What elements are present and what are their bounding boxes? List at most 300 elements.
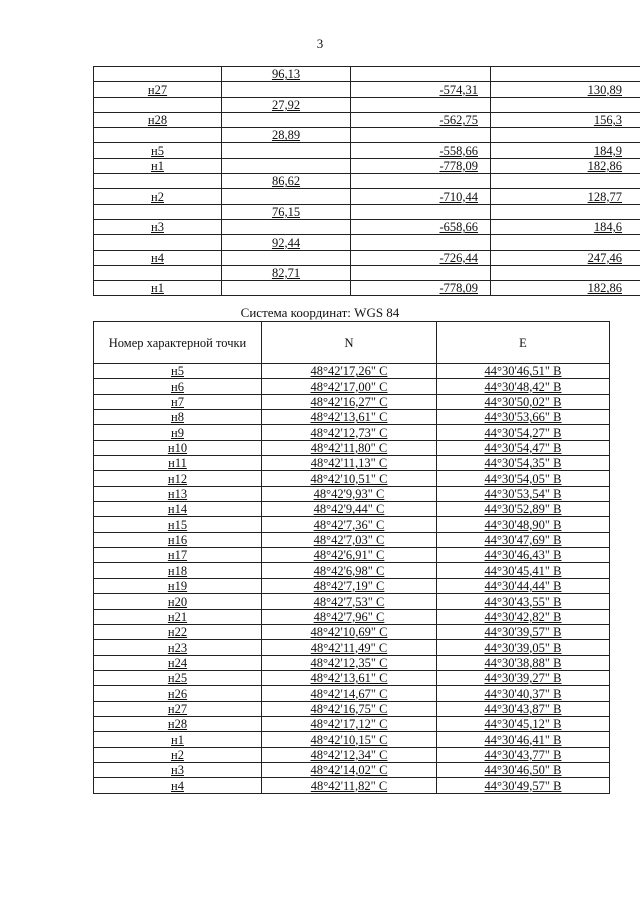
e-coordinate-cell (437, 548, 610, 563)
n-coordinate-cell-text: 48°42'17,26" С (310, 364, 388, 379)
y-cell (491, 174, 640, 189)
e-coordinate-cell-text: 44°30'45,41" В (484, 563, 562, 578)
point-number-cell-text: н9 (171, 425, 184, 440)
n-coordinate-cell (262, 471, 437, 486)
point-number-cell (94, 456, 262, 471)
point-cell (94, 235, 222, 250)
point-number-cell-text: н18 (167, 563, 188, 578)
e-coordinate-cell (437, 762, 610, 777)
point-number-cell-text: н23 (167, 640, 188, 655)
e-coordinate-cell-text: 44°30'47,69" В (484, 533, 562, 548)
e-coordinate-cell-text: 44°30'54,27" В (484, 425, 562, 440)
distance-cell (222, 128, 351, 143)
n-coordinate-cell-text: 48°42'6,91" С (313, 548, 385, 563)
point-cell (94, 82, 222, 97)
table-row (94, 143, 640, 158)
point-cell-text: н5 (151, 143, 164, 158)
table-row (94, 204, 640, 219)
table-row (94, 624, 610, 639)
distance-cell (222, 265, 351, 280)
n-coordinate-cell-text: 48°42'12,73" С (310, 425, 388, 440)
distance-cell (222, 250, 351, 265)
e-coordinate-cell-text: 44°30'46,43" В (484, 548, 562, 563)
table-row (94, 379, 610, 394)
point-number-cell-text: н10 (167, 441, 188, 456)
y-cell (491, 82, 640, 97)
x-cell (351, 250, 491, 265)
e-coordinate-cell-text: 44°30'39,57" В (484, 625, 562, 640)
x-cell-text: -658,66 (439, 220, 478, 235)
y-cell (491, 97, 640, 112)
point-number-cell-text: н20 (167, 594, 188, 609)
x-cell (351, 158, 491, 173)
n-coordinate-cell (262, 686, 437, 701)
x-cell (351, 265, 491, 280)
e-coordinate-cell-text: 44°30'38,88" В (484, 655, 562, 670)
distance-cell (222, 97, 351, 112)
x-cell (351, 189, 491, 204)
table-row (94, 609, 610, 624)
point-number-cell (94, 686, 262, 701)
point-cell (94, 189, 222, 204)
point-number-cell (94, 502, 262, 517)
n-coordinate-cell-text: 48°42'12,34" С (310, 747, 388, 762)
n-coordinate-cell-text: 48°42'7,03" С (313, 533, 385, 548)
e-coordinate-cell (437, 394, 610, 409)
distance-cell (222, 67, 351, 82)
point-cell-text: н27 (147, 82, 168, 97)
n-coordinate-cell (262, 609, 437, 624)
e-coordinate-cell (437, 517, 610, 532)
distance-cell (222, 174, 351, 189)
n-coordinate-cell (262, 716, 437, 731)
point-number-cell (94, 594, 262, 609)
point-number-cell (94, 640, 262, 655)
n-coordinate-cell (262, 594, 437, 609)
point-number-cell-text: н22 (167, 625, 188, 640)
e-coordinate-cell-text: 44°30'52,89" В (484, 502, 562, 517)
point-number-cell-text: н28 (167, 717, 188, 732)
x-cell (351, 235, 491, 250)
point-number-cell (94, 486, 262, 501)
e-coordinate-cell-text: 44°30'42,82" В (484, 609, 562, 624)
point-number-cell-text: н1 (171, 732, 184, 747)
distance-cell (222, 219, 351, 234)
point-number-cell-text: н25 (167, 671, 188, 686)
n-coordinate-cell-text: 48°42'16,75" С (310, 701, 388, 716)
e-coordinate-cell-text: 44°30'53,66" В (484, 410, 562, 425)
e-coordinate-cell (437, 640, 610, 655)
point-cell (94, 281, 222, 296)
distance-cell-text: 92,44 (271, 235, 301, 250)
table-row (94, 578, 610, 593)
n-coordinate-cell (262, 379, 437, 394)
point-number-cell (94, 701, 262, 716)
n-coordinate-cell (262, 486, 437, 501)
table-row (94, 410, 610, 425)
table-row (94, 82, 640, 97)
point-cell (94, 112, 222, 127)
e-coordinate-cell-text: 44°30'43,55" В (484, 594, 562, 609)
y-cell (491, 219, 640, 234)
x-cell-text: -558,66 (439, 143, 478, 158)
x-cell (351, 143, 491, 158)
distance-cell-text: 76,15 (271, 204, 301, 219)
table-row (94, 486, 610, 501)
x-cell-text: -726,44 (439, 250, 478, 265)
e-coordinate-cell-text: 44°30'46,50" В (484, 763, 562, 778)
distance-cell (222, 281, 351, 296)
point-cell (94, 143, 222, 158)
n-coordinate-cell (262, 425, 437, 440)
x-cell (351, 82, 491, 97)
point-number-cell-text: н24 (167, 655, 188, 670)
x-cell-text: -710,44 (439, 189, 478, 204)
point-number-cell-text: н5 (171, 364, 184, 379)
e-coordinate-cell (437, 594, 610, 609)
e-coordinate-cell (437, 778, 610, 793)
e-coordinate-cell-text: 44°30'43,77" В (484, 747, 562, 762)
n-coordinate-cell-text: 48°42'12,35" С (310, 655, 388, 670)
e-coordinate-cell-text: 44°30'46,51" В (484, 364, 562, 379)
e-coordinate-cell (437, 609, 610, 624)
e-coordinate-cell (437, 747, 610, 762)
n-coordinate-cell (262, 701, 437, 716)
y-cell-text: 182,86 (587, 159, 622, 174)
distance-cell-text: 28,89 (271, 128, 301, 143)
wgs84-coordinates-table (93, 321, 610, 794)
e-coordinate-cell-text: 44°30'50,02" В (484, 395, 562, 410)
distance-cell (222, 143, 351, 158)
n-coordinate-cell-text: 48°42'14,02" С (310, 763, 388, 778)
e-coordinate-cell-text: 44°30'43,87" В (484, 701, 562, 716)
x-cell-text: -574,31 (439, 82, 478, 97)
table-row (94, 670, 610, 685)
table-row (94, 456, 610, 471)
e-coordinate-cell-text: 44°30'48,90" В (484, 517, 562, 532)
e-coordinate-cell (437, 624, 610, 639)
n-coordinate-cell (262, 410, 437, 425)
distance-cell-text: 96,13 (271, 67, 301, 82)
table-row (94, 189, 640, 204)
n-coordinate-cell (262, 624, 437, 639)
n-coordinate-cell (262, 670, 437, 685)
point-number-cell-text: н8 (171, 410, 184, 425)
table-header-row (94, 322, 610, 364)
point-cell-text: н1 (151, 159, 164, 174)
e-coordinate-cell (437, 563, 610, 578)
point-cell-text: н3 (151, 220, 164, 235)
x-cell-text: -778,09 (439, 159, 478, 174)
n-coordinate-cell (262, 532, 437, 547)
x-cell (351, 97, 491, 112)
table-row (94, 265, 640, 280)
n-coordinate-cell (262, 440, 437, 455)
table-row (94, 250, 640, 265)
point-number-cell (94, 655, 262, 670)
x-cell (351, 112, 491, 127)
e-coordinate-cell (437, 578, 610, 593)
point-number-cell-text: н26 (167, 686, 188, 701)
point-cell (94, 128, 222, 143)
point-cell (94, 219, 222, 234)
y-cell-text: 156,3 (593, 113, 622, 128)
header-point-number: Номер характерной точки (94, 322, 262, 364)
point-number-cell-text: н6 (171, 379, 184, 394)
n-coordinate-cell-text: 48°42'13,61" С (310, 671, 388, 686)
n-coordinate-cell (262, 364, 437, 379)
n-coordinate-cell (262, 655, 437, 670)
table-row (94, 517, 610, 532)
e-coordinate-cell (437, 456, 610, 471)
e-coordinate-cell-text: 44°30'39,05" В (484, 640, 562, 655)
e-coordinate-cell-text: 44°30'44,44" В (484, 579, 562, 594)
y-cell (491, 265, 640, 280)
distance-cell-text: 82,71 (271, 266, 301, 281)
point-number-cell (94, 471, 262, 486)
point-number-cell-text: н4 (171, 778, 184, 793)
e-coordinate-cell (437, 686, 610, 701)
e-coordinate-cell-text: 44°30'46,41" В (484, 732, 562, 747)
distance-cell (222, 112, 351, 127)
point-number-cell (94, 532, 262, 547)
e-coordinate-cell (437, 410, 610, 425)
e-coordinate-cell-text: 44°30'45,12" В (484, 717, 562, 732)
point-number-cell (94, 410, 262, 425)
table-row (94, 563, 610, 578)
distance-cell (222, 235, 351, 250)
point-number-cell (94, 624, 262, 639)
n-coordinate-cell-text: 48°42'10,15" С (310, 732, 388, 747)
point-cell (94, 174, 222, 189)
table-row (94, 594, 610, 609)
y-cell (491, 189, 640, 204)
boundary-points-body (94, 67, 640, 296)
n-coordinate-cell (262, 456, 437, 471)
point-number-cell-text: н16 (167, 533, 188, 548)
n-coordinate-cell (262, 517, 437, 532)
y-cell-text: 184,6 (593, 220, 622, 235)
n-coordinate-cell (262, 502, 437, 517)
n-coordinate-cell (262, 394, 437, 409)
n-coordinate-cell-text: 48°42'11,13" С (310, 456, 388, 471)
n-coordinate-cell-text: 48°42'11,49" С (310, 640, 388, 655)
point-cell (94, 97, 222, 112)
e-coordinate-cell-text: 44°30'54,47" В (484, 441, 562, 456)
n-coordinate-cell-text: 48°42'7,53" С (313, 594, 385, 609)
table-row (94, 67, 640, 82)
point-number-cell-text: н12 (167, 471, 188, 486)
coordinate-system-title: Система координат: WGS 84 (240, 305, 400, 320)
distance-cell-text: 86,62 (271, 174, 301, 189)
y-cell-text: 130,89 (587, 82, 622, 97)
n-coordinate-cell (262, 563, 437, 578)
table-row (94, 364, 610, 379)
x-cell-text: -778,09 (439, 281, 478, 296)
e-coordinate-cell-text: 44°30'39,27" В (484, 671, 562, 686)
table-row (94, 655, 610, 670)
point-number-cell-text: н15 (167, 517, 188, 532)
n-coordinate-cell (262, 778, 437, 793)
y-cell (491, 143, 640, 158)
point-number-cell-text: н19 (167, 579, 188, 594)
x-cell (351, 219, 491, 234)
table-row (94, 112, 640, 127)
point-number-cell (94, 517, 262, 532)
distance-cell (222, 189, 351, 204)
n-coordinate-cell-text: 48°42'11,82" С (310, 778, 388, 793)
table-row (94, 686, 610, 701)
point-number-cell-text: н21 (167, 609, 188, 624)
y-cell (491, 281, 640, 296)
point-number-cell (94, 747, 262, 762)
point-number-cell-text: н7 (171, 395, 184, 410)
x-cell (351, 281, 491, 296)
n-coordinate-cell (262, 548, 437, 563)
table-row (94, 174, 640, 189)
point-cell (94, 204, 222, 219)
point-number-cell (94, 364, 262, 379)
n-coordinate-cell (262, 578, 437, 593)
distance-cell (222, 82, 351, 97)
table-row (94, 158, 640, 173)
e-coordinate-cell (437, 532, 610, 547)
n-coordinate-cell-text: 48°42'9,44" С (313, 502, 385, 517)
point-number-cell (94, 563, 262, 578)
point-cell-text: н2 (151, 189, 164, 204)
y-cell-text: 184,9 (593, 143, 622, 158)
n-coordinate-cell-text: 48°42'17,00" С (310, 379, 388, 394)
distance-cell-text: 27,92 (271, 97, 301, 112)
y-cell-text: 128,77 (587, 189, 622, 204)
n-coordinate-cell-text: 48°42'6,98" С (313, 563, 385, 578)
e-coordinate-cell (437, 701, 610, 716)
y-cell (491, 250, 640, 265)
point-number-cell-text: н2 (171, 747, 184, 762)
table-row (94, 471, 610, 486)
n-coordinate-cell (262, 762, 437, 777)
table-row (94, 219, 640, 234)
n-coordinate-cell-text: 48°42'16,27" С (310, 395, 388, 410)
table-row (94, 235, 640, 250)
e-coordinate-cell-text: 44°30'40,37" В (484, 686, 562, 701)
y-cell (491, 112, 640, 127)
e-coordinate-cell-text: 44°30'54,05" В (484, 471, 562, 486)
e-coordinate-cell-text: 44°30'54,35" В (484, 456, 562, 471)
x-cell (351, 67, 491, 82)
point-number-cell (94, 578, 262, 593)
n-coordinate-cell-text: 48°42'17,12" С (310, 717, 388, 732)
point-number-cell (94, 440, 262, 455)
point-cell (94, 265, 222, 280)
e-coordinate-cell (437, 716, 610, 731)
table-row (94, 548, 610, 563)
point-number-cell (94, 379, 262, 394)
n-coordinate-cell (262, 747, 437, 762)
table-row (94, 425, 610, 440)
x-cell-text: -562,75 (439, 113, 478, 128)
y-cell-text: 182,86 (587, 281, 622, 296)
point-number-cell-text: н17 (167, 548, 188, 563)
n-coordinate-cell-text: 48°42'7,36" С (313, 517, 385, 532)
table-row (94, 640, 610, 655)
header-n: N (262, 322, 437, 364)
e-coordinate-cell (437, 471, 610, 486)
point-number-cell-text: н13 (167, 487, 188, 502)
page-number: 3 (316, 36, 324, 51)
e-coordinate-cell (437, 732, 610, 747)
n-coordinate-cell (262, 732, 437, 747)
distance-cell (222, 158, 351, 173)
header-e: E (437, 322, 610, 364)
n-coordinate-cell-text: 48°42'13,61" С (310, 410, 388, 425)
n-coordinate-cell-text: 48°42'7,19" С (313, 579, 385, 594)
point-number-cell (94, 394, 262, 409)
point-number-cell-text: н14 (167, 502, 188, 517)
point-cell-text: н1 (151, 281, 164, 296)
point-number-cell-text: н3 (171, 763, 184, 778)
y-cell (491, 204, 640, 219)
x-cell (351, 128, 491, 143)
n-coordinate-cell (262, 640, 437, 655)
boundary-points-table (93, 66, 640, 296)
point-number-cell (94, 425, 262, 440)
e-coordinate-cell (437, 486, 610, 501)
point-cell (94, 250, 222, 265)
point-cell (94, 158, 222, 173)
table-row (94, 128, 640, 143)
y-cell (491, 235, 640, 250)
y-cell (491, 158, 640, 173)
point-cell (94, 67, 222, 82)
x-cell (351, 204, 491, 219)
table-row (94, 502, 610, 517)
x-cell (351, 174, 491, 189)
point-number-cell (94, 732, 262, 747)
table-row (94, 716, 610, 731)
e-coordinate-cell (437, 364, 610, 379)
point-number-cell (94, 762, 262, 777)
distance-cell (222, 204, 351, 219)
n-coordinate-cell-text: 48°42'9,93" С (313, 487, 385, 502)
point-number-cell (94, 670, 262, 685)
point-number-cell-text: н11 (168, 456, 187, 471)
e-coordinate-cell (437, 670, 610, 685)
point-number-cell (94, 548, 262, 563)
point-cell-text: н28 (147, 113, 168, 128)
e-coordinate-cell (437, 379, 610, 394)
e-coordinate-cell-text: 44°30'48,42" В (484, 379, 562, 394)
n-coordinate-cell-text: 48°42'11,80" С (310, 441, 388, 456)
n-coordinate-cell-text: 48°42'10,69" С (310, 625, 388, 640)
table-row (94, 747, 610, 762)
n-coordinate-cell-text: 48°42'10,51" С (310, 471, 388, 486)
table-row (94, 532, 610, 547)
point-number-cell (94, 778, 262, 793)
n-coordinate-cell-text: 48°42'7,96" С (313, 609, 385, 624)
table-row (94, 778, 610, 793)
e-coordinate-cell-text: 44°30'49,57" В (484, 778, 562, 793)
table-row (94, 701, 610, 716)
point-number-cell (94, 609, 262, 624)
table-row (94, 394, 610, 409)
e-coordinate-cell-text: 44°30'53,54" В (484, 487, 562, 502)
y-cell (491, 67, 640, 82)
y-cell-text: 247,46 (587, 250, 622, 265)
e-coordinate-cell (437, 440, 610, 455)
point-number-cell (94, 716, 262, 731)
table-row (94, 762, 610, 777)
